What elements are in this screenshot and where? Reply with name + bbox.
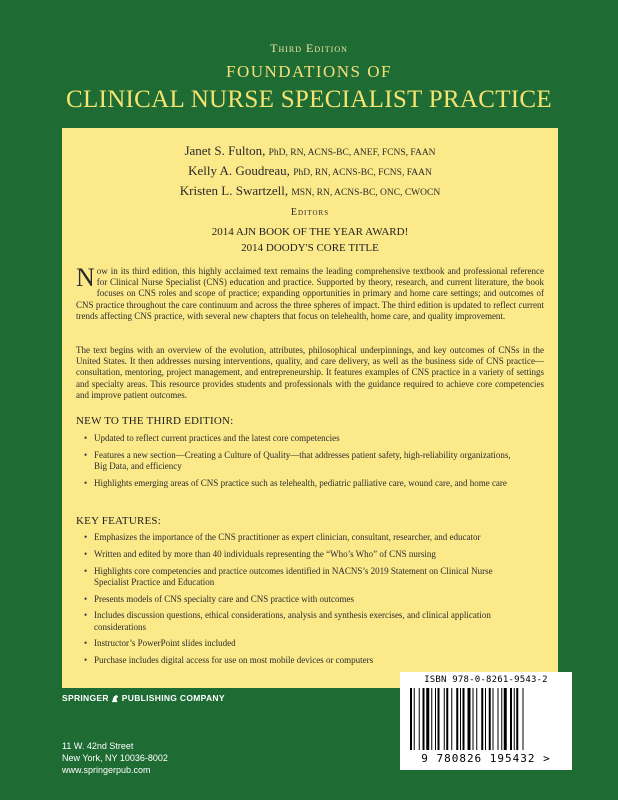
- barcode-bar: [476, 688, 477, 750]
- barcode-bar: [481, 688, 483, 750]
- list-item: • Presents models of CNS specialty care and CNS practice with outcomes: [84, 594, 524, 605]
- list-item: • Highlights emerging areas of CNS practice such as telehealth, pediatric palliative care, wound care, and home care: [84, 478, 524, 489]
- barcode-bar: [444, 688, 445, 750]
- barcode-bar: [410, 688, 412, 750]
- barcode-bar: [423, 688, 425, 750]
- description-paragraph-1: Now in its third edition, this highly acclaimed text remains the leading comprehensive textbook and professional reference for Clinical Nurse Specialist (CNS) education and practice. Supported by theory, research, and current literature, the book focuses on CNS roles and scope of practice; expanding opportunities in primary and home care settings; and outcomes of CNS practice throughout the care continuum and across the three spheres of impact. The third edition is updated to reflect current trends affecting CNS practice, with several new chapters that focus on telehealth, home care, and quality improvement.: [76, 263, 544, 321]
- award-line-2: 2014 DOODY'S CORE TITLE: [241, 242, 379, 254]
- publisher-website: www.springerpub.com: [62, 765, 151, 775]
- barcode-bar: [460, 688, 461, 750]
- publisher-logo: [62, 693, 225, 703]
- editors-label: Editors: [290, 207, 330, 218]
- list-item: • Purchase includes digital access for use on most mobile devices or computers: [84, 655, 524, 666]
- barcode-bar: [451, 688, 452, 750]
- key-features-heading: KEY FEATURES:: [76, 515, 162, 527]
- award-line-1: 2014 AJN BOOK OF THE YEAR AWARD!: [211, 226, 409, 238]
- barcode-bar: [510, 688, 512, 750]
- barcode-bar: [485, 688, 486, 750]
- publisher-name-left: SPRINGER: [62, 693, 109, 703]
- editor-3: Kristen L. Swartzell, MSN, RN, ACNS-BC, ONC, CWOCN: [179, 183, 441, 198]
- barcode-bar: [523, 688, 524, 750]
- isbn-label: ISBN 978-0-8261-9543-2: [424, 675, 548, 685]
- barcode-bar: [498, 688, 499, 750]
- list-item: • Includes discussion questions, ethical considerations, analysis and synthesis exercises, and clinical application considerations: [84, 610, 524, 632]
- address-line-2: New York, NY 10036-8002: [62, 753, 168, 763]
- barcode-bar: [456, 688, 458, 750]
- new-edition-list: [84, 433, 524, 495]
- barcode-bar: [493, 688, 494, 750]
- barcode-bar: [426, 688, 429, 750]
- barcode-digits: 9 780826 195432 >: [421, 752, 551, 765]
- barcode-bar: [463, 688, 465, 750]
- barcode-bar: [468, 688, 471, 750]
- address-line-1: 11 W. 42nd Street: [62, 741, 134, 751]
- list-item: • Updated to reflect current practices and the latest core competencies: [84, 433, 524, 444]
- barcode-bar: [504, 688, 507, 750]
- editor-2: Kelly A. Goudreau, PhD, RN, ACNS-BC, FCNS, FAAN: [188, 163, 432, 178]
- springer-horse-icon: [111, 694, 120, 703]
- barcode-bar: [516, 688, 518, 750]
- barcode-bar: [419, 688, 420, 750]
- barcode-bar: [414, 688, 415, 750]
- publisher-name-right: PUBLISHING COMPANY: [121, 693, 225, 703]
- key-features-list: [84, 532, 524, 672]
- publisher-address: [62, 740, 168, 776]
- barcode: [400, 672, 572, 770]
- list-item: • Highlights core competencies and practice outcomes identified in NACNS’s 2019 Statement on Clinical Nurse Specialist Practice and Education: [84, 566, 524, 588]
- list-item: • Emphasizes the importance of the CNS practitioner as expert clinician, consultant, researcher, and educator: [84, 532, 524, 543]
- new-edition-heading: NEW TO THE THIRD EDITION:: [76, 415, 234, 427]
- content-panel: [62, 128, 558, 688]
- list-item: • Instructor’s PowerPoint slides included: [84, 638, 524, 649]
- barcode-bar: [501, 688, 502, 750]
- barcode-bar: [446, 688, 448, 750]
- editor-1: Janet S. Fulton, PhD, RN, ACNS-BC, ANEF, FCNS, FAAN: [184, 143, 436, 158]
- edition-label: Third Edition: [270, 41, 348, 55]
- barcode-bar: [435, 688, 436, 750]
- barcode-bars: [408, 688, 564, 750]
- barcode-bar: [514, 688, 515, 750]
- title-line-1: FOUNDATIONS OF: [226, 62, 392, 81]
- list-item: • Written and edited by more than 40 individuals representing the “Who’s Who” of CNS nursing: [84, 549, 524, 560]
- barcode-bar: [489, 688, 491, 750]
- barcode-bar: [431, 688, 432, 750]
- awards-block: [62, 224, 558, 256]
- barcode-bar: [438, 688, 440, 750]
- barcode-bar: [473, 688, 474, 750]
- title-line-2: CLINICAL NURSE SPECIALIST PRACTICE: [66, 86, 552, 113]
- list-item: • Features a new section—Creating a Culture of Quality—that addresses patient safety, high-reliability organizations, Big Data, and efficiency: [84, 450, 524, 472]
- editors-block: [62, 142, 558, 221]
- description-paragraph-2: The text begins with an overview of the evolution, attributes, philosophical underpinnings, and key outcomes of CNSs in the United States. It then addresses nursing interventions, quality, and care delivery, as well as the business side of CNS practice—consultation, mentoring, project management, and entrepreneurship. It features examples of CNS practice in a variety of settings and specialty areas. This resource provides students and professionals with the guidance required to achieve core competencies and improve patient outcomes.: [76, 345, 544, 400]
